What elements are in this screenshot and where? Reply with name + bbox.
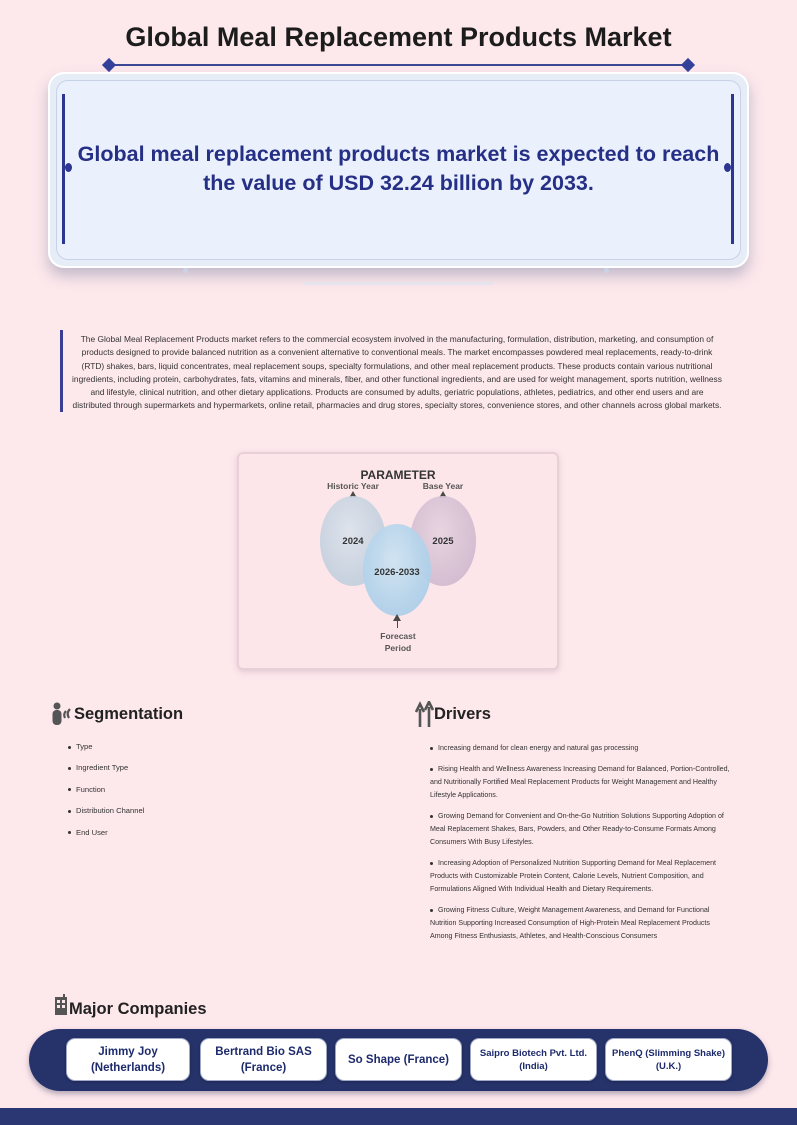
historic-year-value: 2024 [342, 536, 364, 547]
list-item: Growing Fitness Culture, Weight Management Awareness, and Demand for Functional Nutrition Supporting Increased Consumption of High-Protein Meal Replacement Products Among Fitness Enthusiasts, Athletes, and Health-Conscious Consumers [430, 906, 710, 940]
forecast-label-line-1: Forecast [380, 631, 416, 641]
market-description: The Global Meal Replacement Products market refers to the commercial ecosystem involved in the manufacturing, formulation, distribution, marketing, and consumption of products designed to provide balanced nutrition as a convenient alternative to conventional meals. The market encompasses powdered meal replacements, ready-to-drink (RTD) shakes, bars, liquid concentrates, meal replacement soups, specialty formulations, and other meal replacement products. These products contain various nutritional ingredients, including protein, carbohydrates, fats, vitamins and minerals, fiber, and other functional ingredients, and are used for weight management, sports nutrition, wellness and lifestyle, clinical nutrition, and other dietary applications. Products are consumed by adults, geriatric populations, athletes, pediatrics, and other end users and are distributed through supermarkets and hypermarkets, online retail, pharmacies and drug stores, specialty stores, convenience stores, and other channels across global markets. [72, 334, 722, 411]
forecast-period-value: 2026-2033 [374, 567, 420, 578]
drivers-heading: Drivers [434, 705, 491, 723]
list-item: Function [68, 785, 144, 806]
forecast-period-label [362, 630, 434, 654]
company-card-saipro-biotech: Saipro Biotech Pvt. Ltd. (India) [470, 1038, 597, 1081]
list-item: Type [68, 742, 144, 763]
segmentation-heading: Segmentation [74, 705, 184, 723]
footer-band [0, 1108, 797, 1125]
hero-pin-right [604, 268, 609, 273]
company-card-bertrand-bio: Bertrand Bio SAS (France) [200, 1038, 327, 1081]
companies-heading: Major Companies [69, 1000, 207, 1018]
description-accent-bar [60, 330, 63, 412]
divider-diamond-right [681, 58, 695, 72]
list-item: Rising Health and Wellness Awareness Increasing Demand for Balanced, Portion-Controlled, and Nutritionally Fortified Meal Replacement Products for Weight Management and Healthy Lifestyle Applications. [430, 765, 730, 799]
list-item: Increasing Adoption of Personalized Nutrition Supporting Demand for Meal Replacement Products with Customizable Protein Content, Calorie Levels, Nutrient Composition, and Formulations Aligned With Individual Health and Dietary Requirements. [430, 859, 716, 893]
segmentation-list [68, 742, 144, 849]
hero-statement [66, 140, 731, 198]
title-divider [112, 64, 686, 66]
company-card-so-shape: So Shape (France) [335, 1038, 462, 1081]
list-item: Growing Demand for Convenient and On-the-Go Nutrition Solutions Supporting Adoption of Meal Replacement Shakes, Bars, Powders, and Other Ready-to-Consume Formats Among Consumers With Busy Lifestyles. [430, 812, 724, 846]
list-item: Distribution Channel [68, 806, 144, 827]
forecast-arrow-stem [397, 620, 398, 628]
hero-shadow-bar [303, 282, 494, 285]
hero-right-bar [731, 94, 734, 244]
divider-diamond-left [102, 58, 116, 72]
list-item: Increasing demand for clean energy and natural gas processing [430, 742, 730, 755]
people-icon [51, 701, 73, 727]
hero-line-2: the value of USD 32.24 billion by 2033. [203, 171, 594, 195]
base-year-label: Base Year [422, 481, 464, 491]
growth-arrows-icon [415, 701, 435, 727]
hero-pin-left [183, 268, 188, 273]
building-icon [54, 994, 70, 1016]
base-year-value: 2025 [432, 536, 454, 547]
parameter-title: PARAMETER [360, 468, 436, 482]
hero-line-1: Global meal replacement products market is expected to reach [77, 142, 720, 166]
company-card-jimmy-joy: Jimmy Joy (Netherlands) [66, 1038, 190, 1081]
company-card-phenq: PhenQ (Slimming Shake) (U.K.) [605, 1038, 732, 1081]
page-title: Global Meal Replacement Products Market [125, 22, 672, 52]
list-item: End User [68, 828, 144, 849]
list-item: Ingredient Type [68, 763, 144, 784]
historic-year-label: Historic Year [327, 481, 379, 491]
forecast-arrow-icon [393, 614, 401, 621]
forecast-label-line-2: Period [384, 643, 412, 653]
drivers-list [430, 742, 730, 951]
